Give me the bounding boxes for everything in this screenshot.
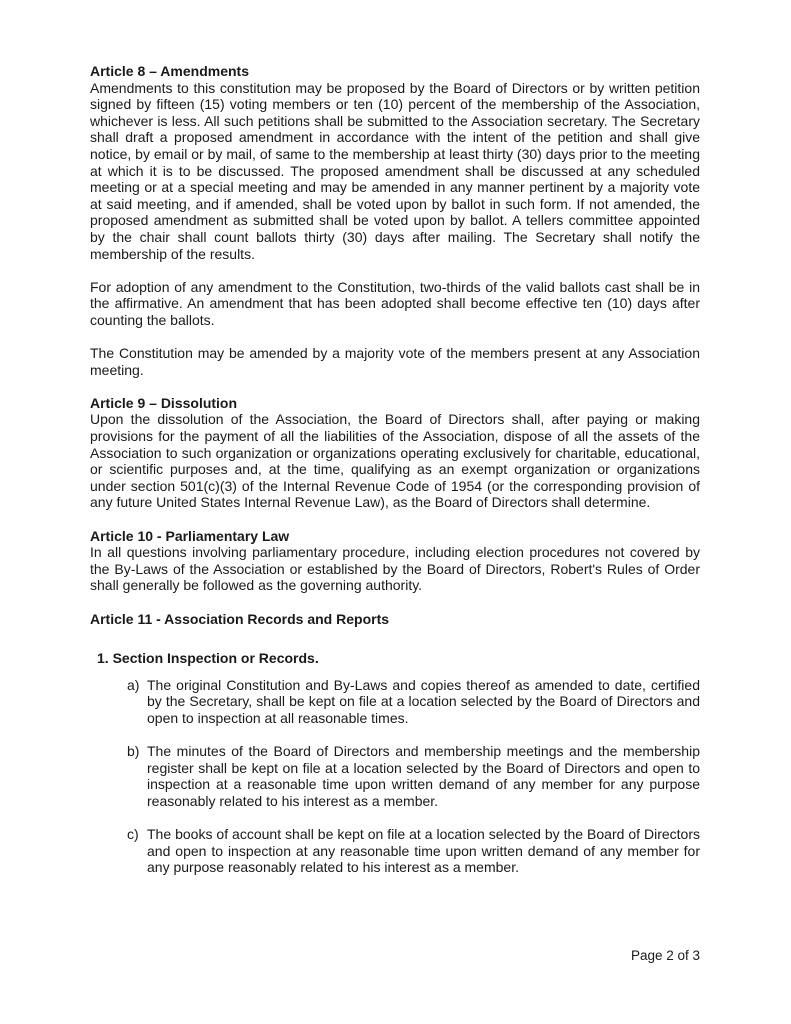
- article-8-paragraph-2: For adoption of any amendment to the Constitution, two-thirds of the valid ballots cast shall be in the affirmative. An amendment that has been adopted shall become effective ten (10) days after counting the ballots.: [90, 278, 700, 328]
- list-item-a: [127, 677, 700, 727]
- list-item-c-label: c): [127, 826, 139, 843]
- list-item-b-label: b): [127, 743, 140, 760]
- list-item-b: [127, 743, 700, 809]
- article-8-heading: Article 8 – Amendments: [90, 63, 249, 79]
- section-inspection-title: 1. Section Inspection or Records.: [97, 650, 319, 667]
- article-8-paragraph-1: Amendments to this constitution may be proposed by the Board of Directors or by written petition signed by fifteen (15) voting members or ten (10) percent of the membership of the Association, whichever is less. All such petitions shall be submitted to the Association secretary. The Secretary shall draft a proposed amendment in accordance with the intent of the petition and shall give notice, by email or by mail, of same to the membership at least thirty (30) days prior to the meeting at which it is to be discussed. The proposed amendment shall be discussed at any scheduled meeting or at a special meeting and may be amended in any manner pertinent by a majority vote at said meeting, and if amended, shall be voted upon by ballot in such form. If not amended, the proposed amendment as submitted shall be voted upon by ballot. A tellers committee appointed by the chair shall count ballots thirty (30) days after mailing. The Secretary shall notify the membership of the results.: [90, 79, 700, 262]
- article-9-section: [90, 395, 700, 511]
- article-10-paragraph-1: In all questions involving parliamentary procedure, including election procedures not covered by the By-Laws of the Association or established by the Board of Directors, Robert's Rules of Order shall generally be followed as the governing authority.: [90, 544, 700, 594]
- article-9-heading: Article 9 – Dissolution: [90, 394, 238, 411]
- document-content: [90, 63, 700, 876]
- list-item-a-text: The original Constitution and By-Laws and copies thereof as amended to date, certified by the Secretary, shall be kept on file at a location selected by the Board of Directors and open to inspection at all reasonable times.: [147, 676, 700, 726]
- article-11-section: [90, 611, 700, 876]
- article-11-heading: Article 11 - Association Records and Reports: [90, 610, 390, 627]
- list-item-a-label: a): [127, 676, 140, 693]
- list-item-b-text: The minutes of the Board of Directors and membership meetings and the membership register shall be kept on file at a location selected by the Board of Directors and open to inspection at a reasonable time upon written demand of any member for any purpose reasonably related to his interest as a member.: [147, 743, 700, 809]
- page-number: Page 2 of 3: [630, 948, 700, 963]
- article-8-section: [90, 63, 700, 378]
- list-item-c-text: The books of account shall be kept on file at a location selected by the Board of Directors and open to inspection at any reasonable time upon written demand of any member for any purpose reasonably related to his interest as a member.: [147, 826, 700, 876]
- article-10-heading: Article 10 - Parliamentary Law: [90, 527, 290, 544]
- article-10-section: [90, 528, 700, 594]
- list-item-c: [127, 826, 700, 876]
- article-9-paragraph-1: Upon the dissolution of the Association, the Board of Directors shall, after paying or making provisions for the payment of all the liabilities of the Association, dispose of all the assets of the Association to such organization or organizations operating exclusively for charitable, educational, or scientific purposes and, at the time, qualifying as an exempt organization or organizations under section 501(c)(3) of the Internal Revenue Code of 1954 (or the corresponding provision of any future United States Internal Revenue Law), as the Board of Directors shall determine.: [90, 411, 700, 511]
- article-8-paragraph-3: The Constitution may be amended by a majority vote of the members present at any Association meeting.: [90, 345, 700, 378]
